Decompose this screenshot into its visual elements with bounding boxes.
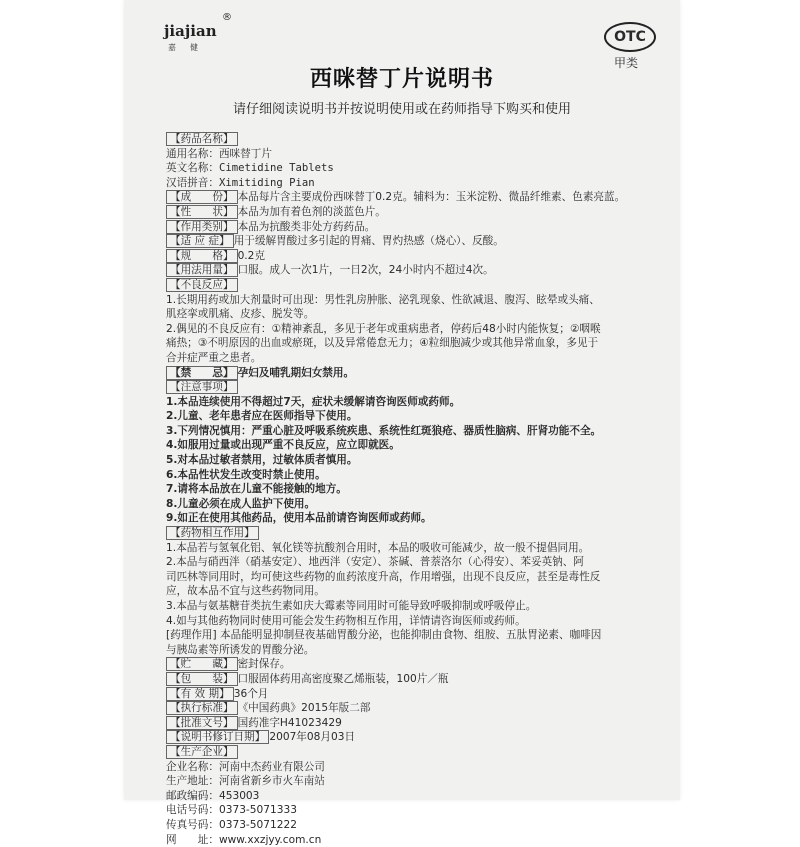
field-label: 【执行标准】 <box>166 701 238 715</box>
pinyin-name: 汉语拼音：Ximitiding Pian <box>166 176 662 191</box>
field-revision <box>166 730 662 745</box>
row-label: 网 址： <box>166 834 219 846</box>
field-label: 【性 状】 <box>166 205 238 219</box>
row-value: 0373-5071222 <box>219 819 297 831</box>
field-composition <box>166 190 662 205</box>
row-label: 邮政编码： <box>166 790 219 802</box>
field-spec <box>166 249 662 264</box>
row-value: www.xxzjyy.com.cn <box>219 834 321 846</box>
adverse-line: 痛热；③不明原因的出血或瘀斑，以及异常倦怠无力；④粒细胞减少或其他异常血象，多见于 <box>166 336 662 351</box>
field-label: 【禁 忌】 <box>166 366 238 380</box>
interaction-line: 司匹林等同用时，均可使这些药物的血药浓度升高，作用增强，出现不良反应，甚至是毒性反 <box>166 570 662 585</box>
precaution-line: 5.对本品过敏者禁用，过敏体质者慎用。 <box>166 453 662 468</box>
field-contraindication <box>166 366 662 381</box>
adverse-line: 1.长期用药或加大剂量时可出现：男性乳房肿胀、泌乳现象、性欲减退、腹泻、眩晕或头痛、 <box>166 293 662 308</box>
section-heading-manufacturer: 【生产企业】 <box>166 745 238 759</box>
interaction-line: 2.本品与硝西泮（硝基安定）、地西泮（安定）、茶碱、普萘洛尔（心得安）、苯妥英钠、阿 <box>166 555 662 570</box>
section-heading-drug-name: 【药品名称】 <box>166 132 238 146</box>
row-value: 河南中杰药业有限公司 <box>219 761 325 773</box>
row-value: 453003 <box>219 790 259 802</box>
field-value: 用于缓解胃酸过多引起的胃痛、胃灼热感（烧心）、反酸。 <box>234 235 504 247</box>
english-name: 英文名称：Cimetidine Tablets <box>166 161 662 176</box>
common-name: 通用名称：西咪替丁片 <box>166 147 662 162</box>
manufacturer-row <box>166 760 662 775</box>
manufacturer-row <box>166 789 662 804</box>
precaution-line: 4.如服用过量或出现严重不良反应，应立即就医。 <box>166 438 662 453</box>
field-validity <box>166 687 662 702</box>
adverse-line: 肌痉挛或肌痛、皮疹、脱发等。 <box>166 307 662 322</box>
row-label: 生产地址： <box>166 775 219 787</box>
field-dosage <box>166 263 662 278</box>
field-value: 口服固体药用高密度聚乙烯瓶装，100片／瓶 <box>238 673 449 685</box>
field-value: 0.2克 <box>238 250 265 262</box>
leaflet-sheet <box>124 0 680 800</box>
field-character <box>166 205 662 220</box>
otc-badge: OTC <box>604 22 656 52</box>
field-approval <box>166 716 662 731</box>
registered-mark: ® <box>222 12 232 23</box>
field-label: 【贮 藏】 <box>166 657 238 671</box>
section-heading-precautions: 【注意事项】 <box>166 380 238 394</box>
interaction-line: 3.本品与氨基糖苷类抗生素如庆大霉素等同用时可能导致呼吸抑制或呼吸停止。 <box>166 599 662 614</box>
interaction-line: 4.如与其他药物同时使用可能会发生药物相互作用，详情请咨询医师或药师。 <box>166 614 662 629</box>
manufacturer-row <box>166 818 662 833</box>
precaution-line: 8.儿童必须在成人监护下使用。 <box>166 497 662 512</box>
row-label: 传真号码： <box>166 819 219 831</box>
field-label: 【规 格】 <box>166 249 238 263</box>
interaction-line: 1.本品若与氢氧化铝、氧化镁等抗酸剂合用时，本品的吸收可能减少，故一般不提倡同用。 <box>166 541 662 556</box>
field-label: 【批准文号】 <box>166 716 238 730</box>
brand-logo <box>164 10 236 50</box>
field-value: 口服。成人一次1片，一日2次，24小时内不超过4次。 <box>238 264 494 276</box>
precaution-line: 9.如正在使用其他药品，使用本品前请咨询医师或药师。 <box>166 511 662 526</box>
row-value: 0373-5071333 <box>219 804 297 816</box>
otc-class: 甲类 <box>614 54 638 71</box>
field-value: 密封保存。 <box>238 658 291 670</box>
adverse-line: 合并症严重之患者。 <box>166 351 662 366</box>
row-label: 企业名称： <box>166 761 219 773</box>
field-label: 【说明书修订日期】 <box>166 730 269 744</box>
manufacturer-row <box>166 803 662 818</box>
field-value: 本品为抗酸类非处方药药品。 <box>238 221 376 233</box>
adverse-line: 2.偶见的不良反应有：①精神紊乱，多见于老年或重病患者，停药后48小时内能恢复；②咽喉 <box>166 322 662 337</box>
field-indication <box>166 234 662 249</box>
field-value: 本品为加有着色剂的淡蓝色片。 <box>238 206 386 218</box>
manufacturer-row <box>166 774 662 789</box>
field-value: 《中国药典》2015年版二部 <box>238 702 371 714</box>
pharmacology-line: [药理作用] 本品能明显抑制昼夜基础胃酸分泌，也能抑制由食物、组胺、五肽胃泌素、咖啡因 <box>166 628 662 643</box>
interaction-line: 应，故本品不宜与这些药物同用。 <box>166 584 662 599</box>
precaution-line: 7.请将本品放在儿童不能接触的地方。 <box>166 482 662 497</box>
field-label: 【用法用量】 <box>166 263 238 277</box>
field-value: 36个月 <box>234 688 269 700</box>
precaution-line: 3.下列情况慎用：严重心脏及呼吸系统疾患、系统性红斑狼疮、器质性脑病、肝肾功能不全。 <box>166 424 662 439</box>
field-value: 孕妇及哺乳期妇女禁用。 <box>238 367 355 379</box>
field-package <box>166 672 662 687</box>
field-label: 【成 份】 <box>166 190 238 204</box>
precaution-line: 6.本品性状发生改变时禁止使用。 <box>166 468 662 483</box>
field-label: 【有 效 期】 <box>166 687 234 701</box>
section-heading-adverse: 【不良反应】 <box>166 278 238 292</box>
leaflet-body <box>166 132 662 847</box>
page-title: 西咪替丁片说明书 <box>124 62 680 93</box>
logo-wordmark: jiajian <box>164 22 217 40</box>
field-label: 【适 应 症】 <box>166 234 234 248</box>
manufacturer-row <box>166 833 662 847</box>
row-label: 电话号码： <box>166 804 219 816</box>
precaution-line: 1.本品连续使用不得超过7天，症状未缓解请咨询医师或药师。 <box>166 395 662 410</box>
field-storage <box>166 657 662 672</box>
logo-chinese: 嘉健 <box>168 42 212 53</box>
precaution-line: 2.儿童、老年患者应在医师指导下使用。 <box>166 409 662 424</box>
field-value: 国药准字H41023429 <box>238 717 342 729</box>
field-category <box>166 220 662 235</box>
pharmacology-line: 与胰岛素等所诱发的胃酸分泌。 <box>166 643 662 658</box>
field-value: 本品每片含主要成份西咪替丁0.2克。辅料为：玉米淀粉、微晶纤维素、色素亮蓝。 <box>238 191 626 203</box>
page-subtitle: 请仔细阅读说明书并按说明使用或在药师指导下购买和使用 <box>124 98 680 117</box>
row-value: 河南省新乡市火车南站 <box>219 775 325 787</box>
section-heading-interactions: 【药物相互作用】 <box>166 526 259 540</box>
field-value: 2007年08月03日 <box>269 731 355 743</box>
field-standard <box>166 701 662 716</box>
field-label: 【作用类别】 <box>166 220 238 234</box>
field-label: 【包 装】 <box>166 672 238 686</box>
